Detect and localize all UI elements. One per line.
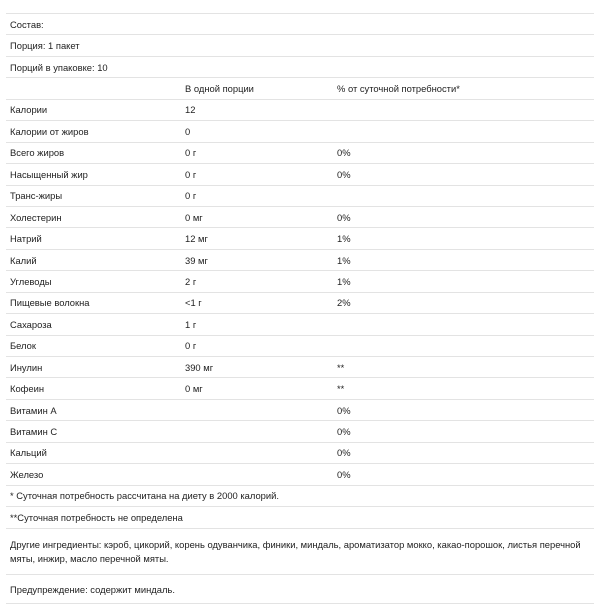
- nutrient-row: [6, 292, 594, 313]
- nutrient-row: [6, 420, 594, 441]
- nutrient-name: Кофеин: [10, 383, 45, 395]
- nutrient-daily-value: 0%: [337, 447, 351, 459]
- nutrient-daily-value: 0%: [337, 426, 351, 438]
- serving-size: Порция: 1 пакет: [10, 40, 80, 52]
- nutrient-amount: 2 г: [185, 275, 197, 287]
- nutrient-amount: 0: [185, 125, 191, 137]
- nutrient-daily-value: **: [337, 383, 345, 395]
- nutrient-name: Сахароза: [10, 318, 52, 330]
- nutrient-daily-value: 2%: [337, 297, 351, 309]
- nutrient-daily-value: 0%: [337, 404, 351, 416]
- nutrient-amount: 12 мг: [185, 233, 208, 245]
- nutrient-name: Кальций: [10, 447, 47, 459]
- bottom-divider: [6, 603, 594, 604]
- nutrient-row: [6, 99, 594, 120]
- nutrient-amount: 0 г: [185, 168, 197, 180]
- nutrient-row: [6, 442, 594, 463]
- nutrient-name: Транс-жиры: [10, 190, 63, 202]
- nutrient-amount: 39 мг: [185, 254, 208, 266]
- nutrient-daily-value: 1%: [337, 254, 351, 266]
- nutrient-amount: 1 г: [185, 318, 197, 330]
- daily-value-footnote: * Суточная потребность рассчитана на диету в 2000 калорий.: [10, 490, 279, 502]
- nutrient-name: Насыщенный жир: [10, 168, 88, 180]
- nutrient-daily-value: 1%: [337, 233, 351, 245]
- nutrient-daily-value: 0%: [337, 147, 351, 159]
- nutrient-row: [6, 185, 594, 206]
- nutrient-row: [6, 120, 594, 141]
- nutrient-row: [6, 356, 594, 377]
- nutrient-amount: 0 мг: [185, 211, 203, 223]
- nutrient-name: Витамин С: [10, 426, 58, 438]
- nutrient-name: Калории от жиров: [10, 125, 89, 137]
- nutrient-daily-value: 0%: [337, 468, 351, 480]
- nutrient-name: Калории: [10, 104, 48, 116]
- undetermined-footnote-row: [6, 506, 594, 527]
- nutrient-name: Белок: [10, 340, 36, 352]
- nutrient-name: Витамин А: [10, 404, 57, 416]
- nutrient-name: Инулин: [10, 361, 43, 373]
- nutrient-name: Всего жиров: [10, 147, 65, 159]
- allergen-warning: [6, 574, 594, 603]
- serving-size-row: [6, 34, 594, 55]
- nutrient-amount: 12: [185, 104, 196, 116]
- nutrient-row: [6, 163, 594, 184]
- nutrient-amount: <1 г: [185, 297, 202, 309]
- nutrient-amount: 0 г: [185, 147, 197, 159]
- nutrient-row: [6, 227, 594, 248]
- allergen-warning-text: Предупреждение: содержит миндаль.: [10, 583, 175, 595]
- nutrient-row: [6, 377, 594, 398]
- composition-heading: Состав:: [10, 18, 44, 30]
- nutrient-row: [6, 206, 594, 227]
- column-header-per-serving: В одной порции: [185, 83, 254, 95]
- servings-per-pack-row: [6, 56, 594, 77]
- other-ingredients-text: Другие ингредиенты: кэроб, цикорий, корень одуванчика, финики, миндаль, ароматизатор мокко, какао-порошок, листья перечной мяты, инжир, масло перечной мяты.: [10, 538, 581, 564]
- composition-row: [6, 13, 594, 34]
- undetermined-footnote: **Суточная потребность не определена: [10, 511, 183, 523]
- nutrient-row: [6, 249, 594, 270]
- nutrient-daily-value: **: [337, 361, 345, 373]
- nutrient-daily-value: 0%: [337, 168, 351, 180]
- nutrient-name: Холестерин: [10, 211, 62, 223]
- nutrient-amount: 0 мг: [185, 383, 203, 395]
- nutrient-daily-value: 1%: [337, 275, 351, 287]
- nutrient-rows: [6, 99, 594, 485]
- column-header-daily-value: % от суточной потребности*: [337, 83, 460, 95]
- nutrient-row: [6, 313, 594, 334]
- nutrient-amount: 0 г: [185, 190, 197, 202]
- nutrient-row: [6, 399, 594, 420]
- nutrient-amount: 390 мг: [185, 361, 214, 373]
- nutrient-name: Натрий: [10, 233, 42, 245]
- nutrient-name: Железо: [10, 468, 44, 480]
- nutrient-row: [6, 142, 594, 163]
- nutrient-row: [6, 270, 594, 291]
- nutrient-daily-value: 0%: [337, 211, 351, 223]
- daily-value-footnote-row: [6, 485, 594, 506]
- nutrient-row: [6, 335, 594, 356]
- nutrient-amount: 0 г: [185, 340, 197, 352]
- servings-per-pack: Порций в упаковке: 10: [10, 61, 108, 73]
- nutrient-name: Углеводы: [10, 275, 52, 287]
- nutrient-row: [6, 463, 594, 484]
- nutrient-name: Калий: [10, 254, 37, 266]
- other-ingredients: [6, 528, 594, 574]
- nutrient-name: Пищевые волокна: [10, 297, 90, 309]
- column-header-row: [6, 77, 594, 98]
- supplement-facts-table: [6, 13, 594, 604]
